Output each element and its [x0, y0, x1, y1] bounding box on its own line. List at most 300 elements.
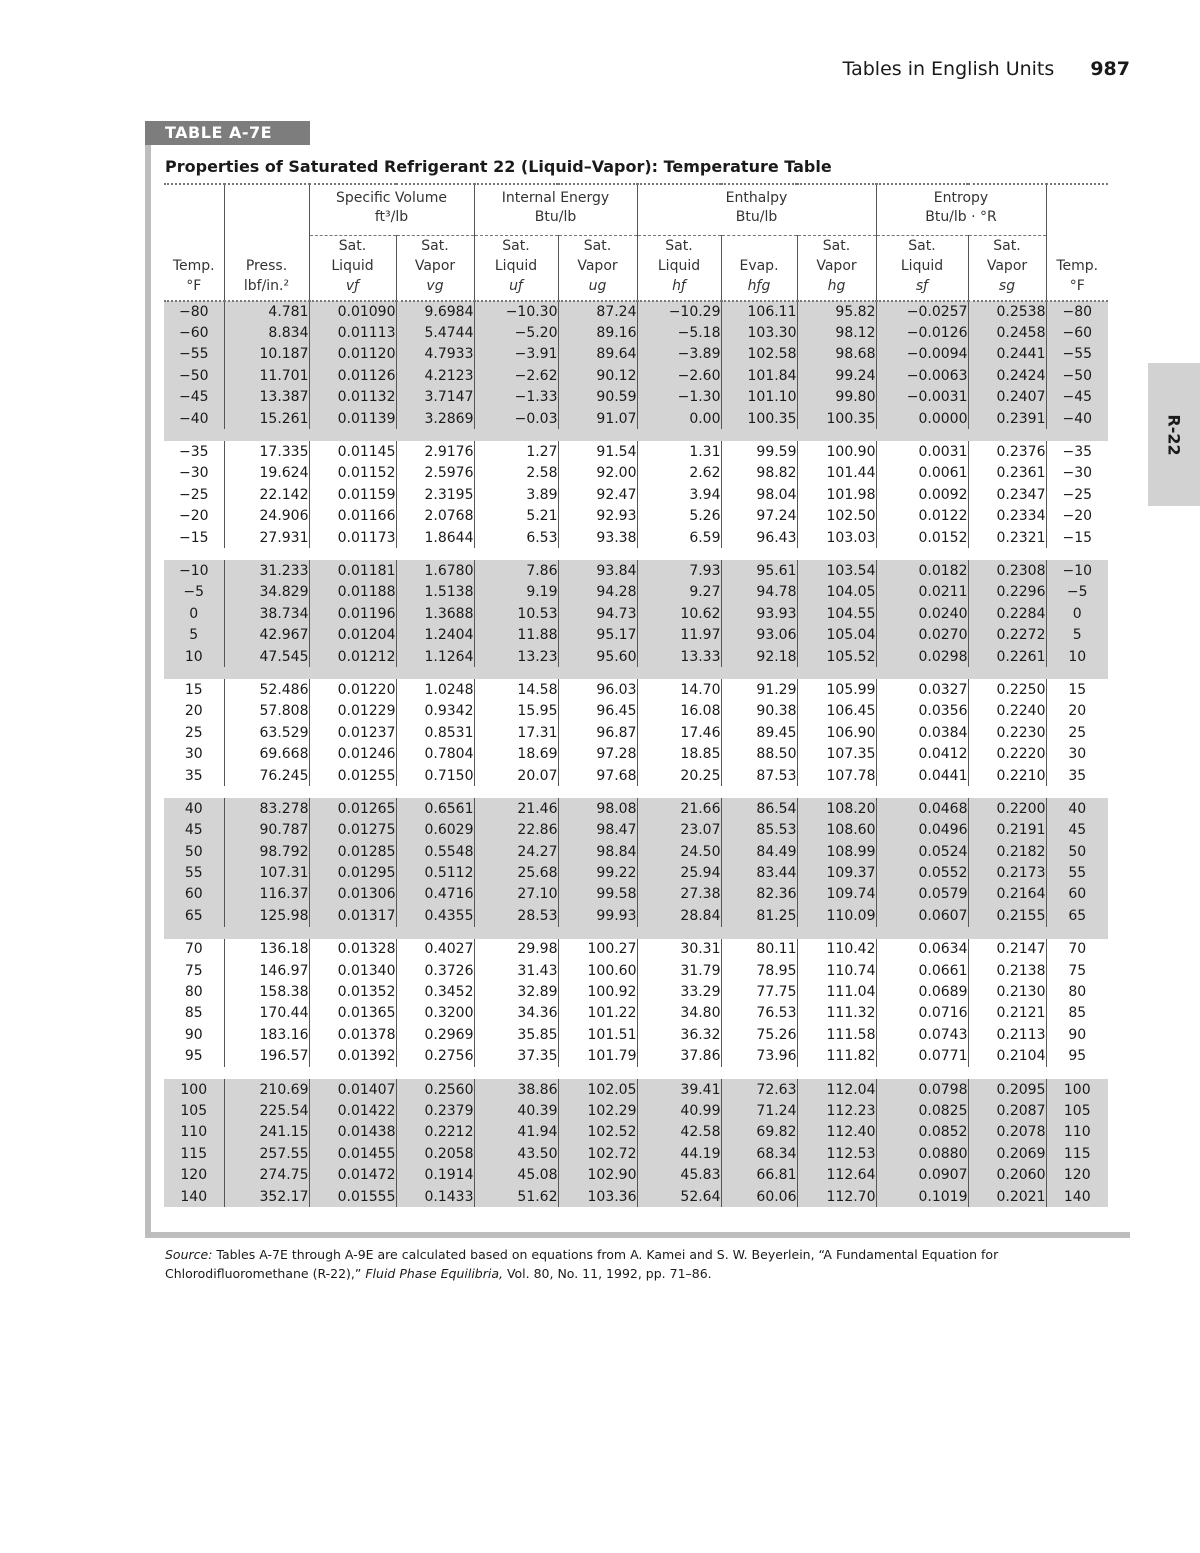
table-cell: 0.01196 [309, 603, 396, 624]
table-cell: 1.6780 [396, 560, 474, 581]
table-cell: 6.53 [474, 527, 558, 548]
table-row [164, 981, 1108, 1002]
table-cell: 2.0768 [396, 506, 474, 527]
table-cell: 100 [1046, 1079, 1108, 1100]
table-cell: 17.31 [474, 722, 558, 743]
table-cell: 9.19 [474, 582, 558, 603]
table-cell: 0.7804 [396, 743, 474, 764]
table-cell: 1.31 [637, 441, 721, 462]
table-cell: 1.0248 [396, 679, 474, 700]
table-cell: 0.2147 [968, 939, 1046, 960]
table-cell: 3.7147 [396, 387, 474, 408]
table-cell: 98.84 [558, 841, 637, 862]
table-cell: 109.74 [797, 884, 876, 905]
table-row [164, 603, 1108, 624]
table-cell: 98.12 [797, 322, 876, 343]
table-cell: 109.37 [797, 862, 876, 883]
table-cell: 105 [180, 1102, 208, 1119]
table-cell: 2.62 [637, 463, 721, 484]
table-cell: 0.8531 [396, 722, 474, 743]
table-cell: 0.01159 [309, 484, 396, 505]
table-cell: −80 [178, 304, 209, 321]
table-cell: 0.01113 [309, 322, 396, 343]
table-cell: 0 [189, 605, 199, 622]
table-cell: 7.93 [637, 560, 721, 581]
table-cell: 5 [1046, 624, 1108, 645]
table-cell: 19.624 [224, 463, 309, 484]
table-cell: 29.98 [474, 939, 558, 960]
table-cell: 0.01126 [309, 365, 396, 386]
table-cell: 94.73 [558, 603, 637, 624]
table-cell: 92.18 [721, 646, 797, 667]
table-cell: 0.0634 [876, 939, 968, 960]
table-cell: 15 [1046, 679, 1108, 700]
group-spacer [164, 927, 1108, 939]
table-cell: 0.2560 [396, 1079, 474, 1100]
table-cell: 170.44 [224, 1003, 309, 1024]
table-cell: −30 [178, 465, 209, 482]
table-cell: 103.54 [797, 560, 876, 581]
table-cell: 116.37 [224, 884, 309, 905]
table-row [164, 820, 1108, 841]
table-cell: 0.2191 [968, 820, 1046, 841]
col-uf-header: Sat. Liquid uƒ [474, 236, 558, 302]
table-cell: 0.01392 [309, 1046, 396, 1067]
table-row [164, 408, 1108, 429]
table-cell: 0.2296 [968, 582, 1046, 603]
table-cell: 0.2240 [968, 701, 1046, 722]
table-cell: 1.5138 [396, 582, 474, 603]
table-cell: 45 [184, 822, 203, 839]
table-cell: 0.1433 [396, 1186, 474, 1207]
table-cell: 52.64 [637, 1186, 721, 1207]
table-cell: 0.01285 [309, 841, 396, 862]
table-cell: 0.01275 [309, 820, 396, 841]
table-cell: 0.2379 [396, 1100, 474, 1121]
table-cell: 0.01555 [309, 1186, 396, 1207]
table-cell: −45 [1046, 387, 1108, 408]
int-energy-unit: Btu/lb [534, 209, 577, 225]
table-cell: 55 [184, 865, 203, 882]
table-cell: 35.85 [474, 1024, 558, 1045]
table-cell: 136.18 [224, 939, 309, 960]
table-row [164, 905, 1108, 926]
table-cell: 99.80 [797, 387, 876, 408]
table-cell: −2.62 [474, 365, 558, 386]
table-cell: 101.98 [797, 484, 876, 505]
table-cell: 90.38 [721, 701, 797, 722]
table-cell: 51.62 [474, 1186, 558, 1207]
table-row [164, 441, 1108, 462]
table-cell: 110.74 [797, 960, 876, 981]
group-spacer [164, 1067, 1108, 1079]
table-cell: 104.55 [797, 603, 876, 624]
table-cell: 0.2113 [968, 1024, 1046, 1045]
table-cell: 101.10 [721, 387, 797, 408]
table-cell: 35 [1046, 765, 1108, 786]
table-cell: 103.30 [721, 322, 797, 343]
table-cell: −1.33 [474, 387, 558, 408]
table-cell: 0.0122 [876, 506, 968, 527]
table-cell: 0.2212 [396, 1122, 474, 1143]
table-cell: 112.40 [797, 1122, 876, 1143]
table-cell: 0.01212 [309, 646, 396, 667]
table-cell: 17.46 [637, 722, 721, 743]
table-row [164, 743, 1108, 764]
table-cell: 112.64 [797, 1164, 876, 1185]
table-cell: 33.29 [637, 981, 721, 1002]
table-cell: 0.2756 [396, 1046, 474, 1067]
table-cell: 60 [1046, 884, 1108, 905]
table-cell: 1.2404 [396, 624, 474, 645]
table-cell: 85 [184, 1005, 203, 1022]
table-cell: 0.01090 [309, 301, 396, 322]
table-cell: 3.89 [474, 484, 558, 505]
table-cell: 0.4355 [396, 905, 474, 926]
table-cell: 100.90 [797, 441, 876, 462]
table-cell: 21.66 [637, 798, 721, 819]
table-cell: 1.3688 [396, 603, 474, 624]
table-cell: 0.2261 [968, 646, 1046, 667]
table-cell: 110 [1046, 1122, 1108, 1143]
table-cell: 47.545 [224, 646, 309, 667]
table-cell: 13.387 [224, 387, 309, 408]
table-cell: −0.0094 [876, 344, 968, 365]
table-cell: 18.69 [474, 743, 558, 764]
table-cell: 100 [180, 1081, 208, 1098]
running-head [843, 58, 1130, 80]
table-cell: 0.01407 [309, 1079, 396, 1100]
enthalpy-header [637, 184, 876, 236]
table-cell: 100.60 [558, 960, 637, 981]
table-cell: 0.6561 [396, 798, 474, 819]
table-cell: −2.60 [637, 365, 721, 386]
table-cell: 90.59 [558, 387, 637, 408]
group-spacer [164, 786, 1108, 798]
table-cell: 107.31 [224, 862, 309, 883]
table-cell: 89.16 [558, 322, 637, 343]
table-cell: 10 [184, 648, 203, 665]
table-cell: 0.0031 [876, 441, 968, 462]
table-cell: 37.86 [637, 1046, 721, 1067]
table-row [164, 960, 1108, 981]
table-cell: 25.68 [474, 862, 558, 883]
table-cell: 92.47 [558, 484, 637, 505]
col-hg-header: Sat. Vapor hg [797, 236, 876, 302]
table-cell: 101.51 [558, 1024, 637, 1045]
table-cell: 90 [184, 1026, 203, 1043]
group-spacer [164, 429, 1108, 441]
table-cell: 0.01328 [309, 939, 396, 960]
table-cell: −10.30 [474, 301, 558, 322]
enthalpy-unit: Btu/lb [735, 209, 778, 225]
spec-vol-header [309, 184, 474, 236]
table-cell: 45.83 [637, 1164, 721, 1185]
table-cell: 10.62 [637, 603, 721, 624]
table-cell: 0.2210 [968, 765, 1046, 786]
table-cell: 210.69 [224, 1079, 309, 1100]
table-cell: 111.58 [797, 1024, 876, 1045]
table-cell: 83.44 [721, 862, 797, 883]
table-cell: 14.58 [474, 679, 558, 700]
table-cell: 95 [1046, 1046, 1108, 1067]
table-cell: 0.2969 [396, 1024, 474, 1045]
table-cell: 102.29 [558, 1100, 637, 1121]
table-cell: 11.88 [474, 624, 558, 645]
table-cell: 0.4716 [396, 884, 474, 905]
table-cell: 10.187 [224, 344, 309, 365]
spec-vol-title: Specific Volume [335, 190, 447, 206]
table-row [164, 841, 1108, 862]
table-cell: 0.2250 [968, 679, 1046, 700]
table-cell: 98.04 [721, 484, 797, 505]
table-row [164, 560, 1108, 581]
entropy-title: Entropy [933, 190, 989, 206]
table-cell: 90.12 [558, 365, 637, 386]
table-cell: −35 [178, 444, 209, 461]
table-cell: 0.01340 [309, 960, 396, 981]
table-cell: 112.04 [797, 1079, 876, 1100]
table-cell: 82.36 [721, 884, 797, 905]
col-sf-header: Sat. Liquid sƒ [876, 236, 968, 302]
table-cell: −40 [178, 410, 209, 427]
table-row [164, 365, 1108, 386]
table-cell: 15 [184, 681, 203, 698]
table-cell: 101.22 [558, 1003, 637, 1024]
table-cell: 86.54 [721, 798, 797, 819]
table-cell: 0.01246 [309, 743, 396, 764]
table-cell: 89.64 [558, 344, 637, 365]
table-cell: 95 [184, 1048, 203, 1065]
table-cell: 69.668 [224, 743, 309, 764]
table-cell: 27.931 [224, 527, 309, 548]
table-cell: 0.01265 [309, 798, 396, 819]
table-cell: 0.2121 [968, 1003, 1046, 1024]
table-cell: 40.39 [474, 1100, 558, 1121]
table-cell: 104.05 [797, 582, 876, 603]
table-cell: 196.57 [224, 1046, 309, 1067]
spacer-cell [164, 786, 1108, 798]
table-cell: 24.906 [224, 506, 309, 527]
table-cell: 25 [184, 724, 203, 741]
table-cell: 32.89 [474, 981, 558, 1002]
table-cell: 28.84 [637, 905, 721, 926]
table-row [164, 1024, 1108, 1045]
table-row [164, 1003, 1108, 1024]
table-cell: 4.7933 [396, 344, 474, 365]
side-tab-label: R-22 [1164, 413, 1184, 456]
table-cell: 0.0270 [876, 624, 968, 645]
table-cell: 0.01120 [309, 344, 396, 365]
table-cell: 103.03 [797, 527, 876, 548]
entropy-header [876, 184, 1046, 236]
table-cell: 40 [184, 800, 203, 817]
table-cell: 27.38 [637, 884, 721, 905]
table-cell: −20 [1046, 506, 1108, 527]
table-cell: 115 [1046, 1143, 1108, 1164]
spacer-cell [164, 927, 1108, 939]
table-cell: 101.79 [558, 1046, 637, 1067]
table-cell: 0.01365 [309, 1003, 396, 1024]
table-cell: 30 [184, 746, 203, 763]
table-cell: 102.05 [558, 1079, 637, 1100]
table-cell: 97.68 [558, 765, 637, 786]
table-cell: 90 [1046, 1024, 1108, 1045]
table-cell: 0.2424 [968, 365, 1046, 386]
table-row [164, 506, 1108, 527]
table-cell: 108.60 [797, 820, 876, 841]
table-cell: 0.0152 [876, 527, 968, 548]
table-cell: −20 [178, 508, 209, 525]
table-cell: −1.30 [637, 387, 721, 408]
table-cell: 0.0798 [876, 1079, 968, 1100]
table-label: TABLE A-7E [145, 121, 310, 145]
row-group [164, 560, 1108, 679]
table-cell: 25.94 [637, 862, 721, 883]
table-cell: −10 [178, 562, 209, 579]
frame-left-rule [145, 145, 151, 1238]
table-cell: 102.72 [558, 1143, 637, 1164]
table-cell: 0.2538 [968, 301, 1046, 322]
table-cell: 69.82 [721, 1122, 797, 1143]
table-cell: 20.07 [474, 765, 558, 786]
table-cell: 0.0607 [876, 905, 968, 926]
table-cell: 0.2334 [968, 506, 1046, 527]
table-cell: 15.95 [474, 701, 558, 722]
table-cell: −50 [178, 367, 209, 384]
table-cell: 0.01472 [309, 1164, 396, 1185]
table-cell: 0.5548 [396, 841, 474, 862]
table-cell: 52.486 [224, 679, 309, 700]
table-cell: 120 [180, 1167, 208, 1184]
table-cell: 24.27 [474, 841, 558, 862]
table-cell: 30 [1046, 743, 1108, 764]
table-cell: 75 [184, 962, 203, 979]
table-cell: 107.78 [797, 765, 876, 786]
table-cell: 0.01378 [309, 1024, 396, 1045]
table-cell: 14.70 [637, 679, 721, 700]
table-cell: 40.99 [637, 1100, 721, 1121]
table-cell: 11.701 [224, 365, 309, 386]
table-cell: 0.01438 [309, 1122, 396, 1143]
table-row [164, 765, 1108, 786]
table-cell: 99.22 [558, 862, 637, 883]
table-cell: −5 [1046, 582, 1108, 603]
table-cell: 0.3726 [396, 960, 474, 981]
table-cell: 6.59 [637, 527, 721, 548]
table-cell: 107.35 [797, 743, 876, 764]
table-cell: 75.26 [721, 1024, 797, 1045]
table-cell: 0.01139 [309, 408, 396, 429]
table-cell: 108.99 [797, 841, 876, 862]
table-cell: 0.01152 [309, 463, 396, 484]
table-cell: 0.01204 [309, 624, 396, 645]
table-cell: 50 [184, 843, 203, 860]
table-cell: 87.53 [721, 765, 797, 786]
table-cell: 274.75 [224, 1164, 309, 1185]
table-cell: 2.9176 [396, 441, 474, 462]
table-cell: 125.98 [224, 905, 309, 926]
table-row [164, 884, 1108, 905]
table-cell: 0.0441 [876, 765, 968, 786]
table-row [164, 322, 1108, 343]
table-cell: 0.0661 [876, 960, 968, 981]
table-cell: −30 [1046, 463, 1108, 484]
table-cell: 98.82 [721, 463, 797, 484]
table-row [164, 1100, 1108, 1121]
table-cell: 0.00 [637, 408, 721, 429]
table-cell: 110 [180, 1124, 208, 1141]
table-cell: 31.43 [474, 960, 558, 981]
table-cell: 17.335 [224, 441, 309, 462]
table-cell: 97.24 [721, 506, 797, 527]
table-cell: 0.2200 [968, 798, 1046, 819]
table-row [164, 582, 1108, 603]
table-cell: 83.278 [224, 798, 309, 819]
table-cell: 0.2308 [968, 560, 1046, 581]
table-cell: −15 [178, 529, 209, 546]
col-hfg-header: Evap. hƒg [721, 236, 797, 302]
table-cell: 0.01220 [309, 679, 396, 700]
table-cell: 42.967 [224, 624, 309, 645]
table-cell: 2.5976 [396, 463, 474, 484]
int-energy-header [474, 184, 637, 236]
table-cell: 1.1264 [396, 646, 474, 667]
table-cell: 0.0689 [876, 981, 968, 1002]
table-cell: 0.2321 [968, 527, 1046, 548]
table-cell: 0.01132 [309, 387, 396, 408]
table-cell: 0.2347 [968, 484, 1046, 505]
table-cell: 96.87 [558, 722, 637, 743]
table-cell: 0.2138 [968, 960, 1046, 981]
table-cell: 108.20 [797, 798, 876, 819]
table-cell: 0.0524 [876, 841, 968, 862]
table-cell: 1.27 [474, 441, 558, 462]
table-cell: 0.0552 [876, 862, 968, 883]
table-cell: 0.2458 [968, 322, 1046, 343]
table-row [164, 344, 1108, 365]
table-cell: 0.01455 [309, 1143, 396, 1164]
table-cell: 34.80 [637, 1003, 721, 1024]
table-cell: 0.0880 [876, 1143, 968, 1164]
table-cell: 111.82 [797, 1046, 876, 1067]
table-cell: −0.0126 [876, 322, 968, 343]
table-cell: 0.2441 [968, 344, 1046, 365]
table-row [164, 301, 1108, 322]
table-cell: 101.44 [797, 463, 876, 484]
table-row [164, 679, 1108, 700]
table-cell: 91.07 [558, 408, 637, 429]
table-cell: −35 [1046, 441, 1108, 462]
col-ug-header: Sat. Vapor ug [558, 236, 637, 302]
table-cell: 75 [1046, 960, 1108, 981]
table-cell: 7.86 [474, 560, 558, 581]
table-cell: 93.38 [558, 527, 637, 548]
table-cell: 2.3195 [396, 484, 474, 505]
table-row [164, 387, 1108, 408]
table-cell: 0.2272 [968, 624, 1046, 645]
table-cell: 2.58 [474, 463, 558, 484]
row-group [164, 679, 1108, 798]
table-cell: 0.0825 [876, 1100, 968, 1121]
table-cell: 97.28 [558, 743, 637, 764]
table-cell: 24.50 [637, 841, 721, 862]
table-cell: 0.2021 [968, 1186, 1046, 1207]
enthalpy-title: Enthalpy [725, 190, 788, 206]
table-row [164, 527, 1108, 548]
table-cell: 92.93 [558, 506, 637, 527]
table-cell: 31.233 [224, 560, 309, 581]
